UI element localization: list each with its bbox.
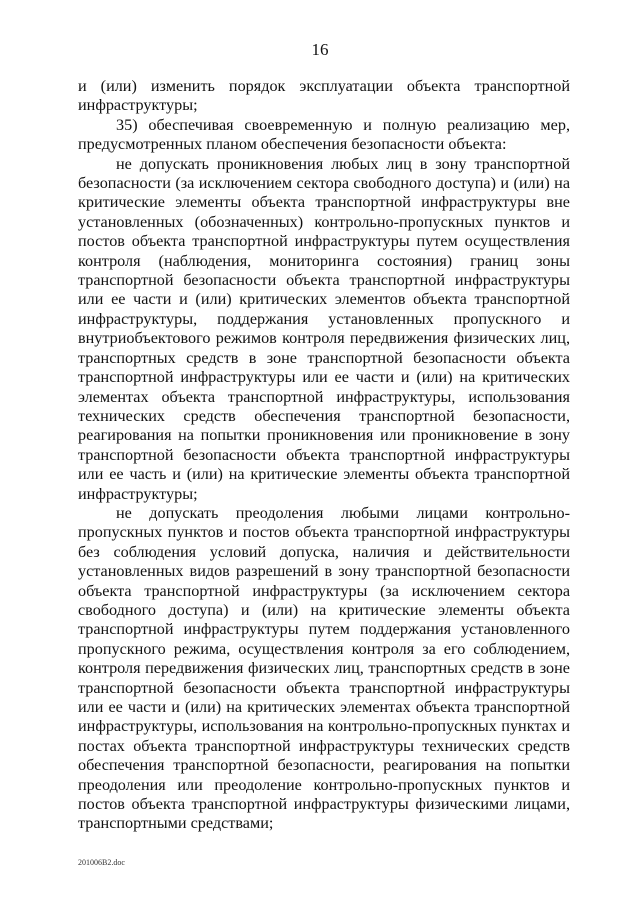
paragraph-prevent-penetration: не допускать проникновения любых лиц в зону транспортной безопасности (за исключением сектора свободного доступа) и (или) на критические элементы объекта транспортной инфраструктуры вне установленных (обозначенных) контрольно-пропускных пунктов и постов объекта транспортной инфраструктуры путем осуществления контроля (наблюдения, мониторинга состояния) границ зоны транспортной безопасности объекта транспортной инфраструктуры или ее части и (или) критических элементов объекта транспортной инфраструктуры, поддержания установленных пропускного и внутриобъектового режимов контроля передвижения физических лиц, транспортных средств в зоне транспортной безопасности объекта транспортной инфраструктуры или ее части и (или) на критических элементах объекта транспортной инфраструктуры, использования технических средств обеспечения транспортной безопасности, реагирования на попытки проникновения или проникновение в зону транспортной безопасности объекта транспортной инфраструктуры или ее часть и (или) на критические элементы объекта транспортной инфраструктуры; [78,154,570,503]
paragraph-continuation: и (или) изменить порядок эксплуатации объекта транспортной инфраструктуры; [78,77,570,115]
footer-document-code: 201006В2.doc [78,858,125,867]
paragraph-prevent-overcoming: не допускать преодоления любыми лицами контрольно-пропускных пунктов и постов объекта транспортной инфраструктуры без соблюдения условий допуска, наличия и действительности установленных видов разрешений в зону транспортной безопасности объекта транспортной инфраструктуры (за исключением сектора свободного доступа) и (или) на критические элементы объекта транспортной инфраструктуры путем поддержания установленного пропускного режима, осуществления контроля за его соблюдением, контроля передвижения физических лиц, транспортных средств в зоне транспортной безопасности объекта транспортной инфраструктуры или ее части и (или) на критических элементах объекта транспортной инфраструктуры, использования на контрольно-пропускных пунктах и постах объекта транспортной инфраструктуры технических средств обеспечения транспортной безопасности, реагирования на попытки преодоления или преодоление контрольно-пропускных пунктов и постов объекта транспортной инфраструктуры физическими лицами, транспортными средствами; [78,503,570,833]
paragraph-item-35: 35) обеспечивая своевременную и полную реализацию мер, предусмотренных планом обеспечения безопасности объекта: [78,115,570,154]
document-body [78,77,570,834]
page-number: 16 [311,40,329,59]
